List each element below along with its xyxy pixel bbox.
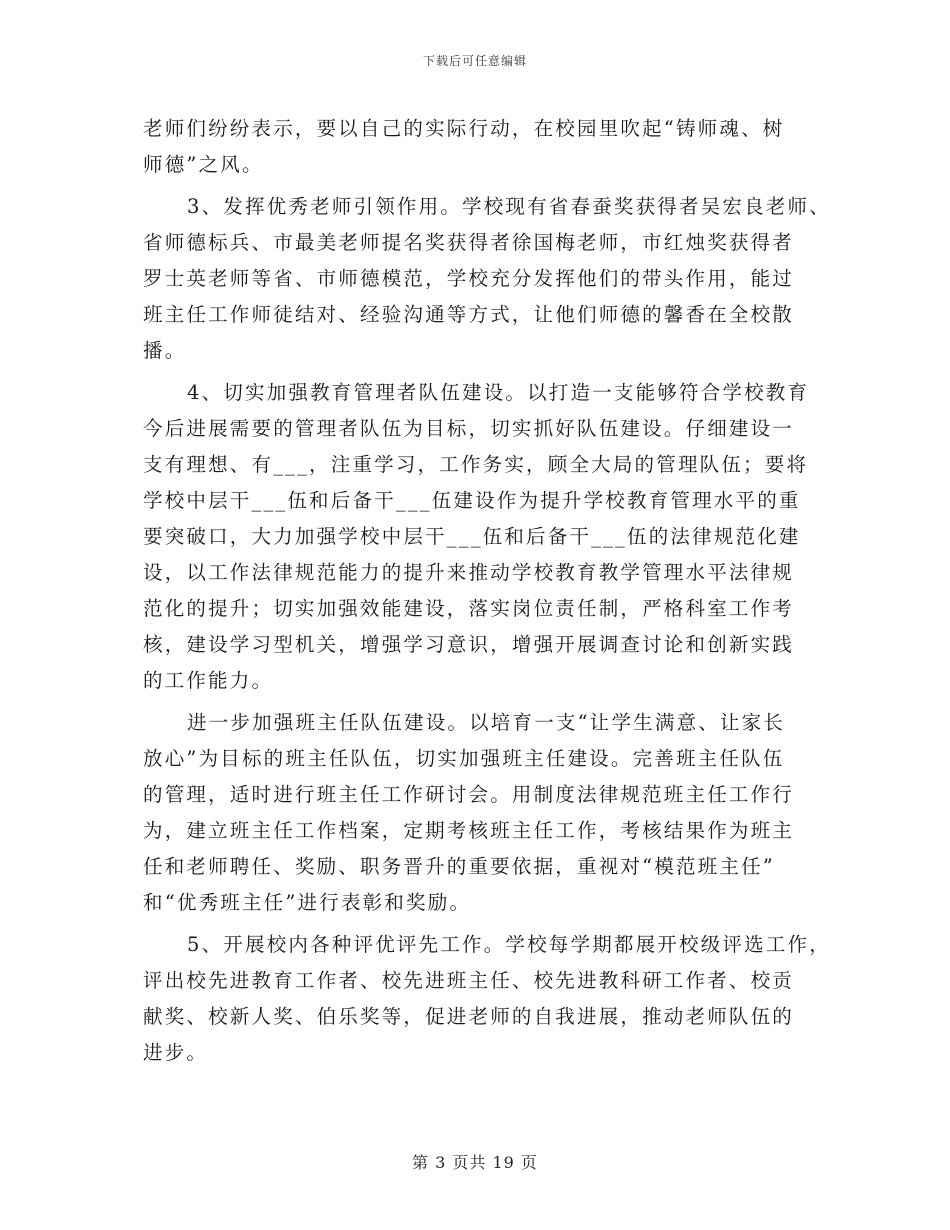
text-line: 范化的提升；切实加强效能建设，落实岗位责任制，严格科室工作考 — [143, 597, 795, 620]
document-body — [143, 111, 833, 1071]
text-line: 播。 — [143, 339, 187, 362]
text-line: 设，以工作法律规范能力的提升来推动学校教育教学管理水平法律规 — [143, 561, 795, 584]
text-line: 班主任工作师徒结对、经验沟通等方式，让他们师德的馨香在全校散 — [143, 303, 795, 326]
paragraph-start-line: 进一步加强班主任队伍建设。以培育一支“让学生满意、让家长 — [187, 711, 786, 734]
text-line: 支有理想、有___，注重学习，工作务实，顾全大局的管理队伍；要将 — [143, 453, 809, 476]
text-line: 学校中层干___伍和后备干___伍建设作为提升学校教育管理水平的重 — [143, 489, 801, 512]
text-line: 放心”为目标的班主任队伍，切实加强班主任建设。完善班主任队伍 — [143, 747, 785, 770]
text-line: 和“优秀班主任”进行表彰和奖励。 — [143, 891, 472, 914]
text-line: 今后进展需要的管理者队伍为目标，切实抓好队伍建设。仔细建设一 — [143, 417, 795, 440]
text-line: 师德”之风。 — [143, 153, 264, 176]
text-line: 的工作能力。 — [143, 669, 274, 692]
text-line: 为，建立班主任工作档案，定期考核班主任工作，考核结果作为班主 — [143, 819, 795, 842]
text-line: 评出校先进教育工作者、校先进班主任、校先进教科研工作者、校贡 — [143, 969, 795, 992]
text-line: 罗士英老师等省、市师德模范，学校充分发挥他们的带头作用，能过 — [143, 267, 795, 290]
page-number-footer: 第 3 页共 19 页 — [412, 1153, 538, 1172]
text-line: 献奖、校新人奖、伯乐奖等，促进老师的自我进展，推动老师队伍的 — [143, 1005, 795, 1028]
text-line: 核，建设学习型机关，增强学习意识，增强开展调查讨论和创新实践 — [143, 633, 795, 656]
text-line: 的管理，适时进行班主任工作研讨会。用制度法律规范班主任工作行 — [143, 783, 795, 806]
paragraph-start-line: 5、开展校内各种评优评先工作。学校每学期都展开校级评选工作， — [187, 933, 831, 956]
text-line: 任和老师聘任、奖励、职务晋升的重要依据，重视对“模范班主任” — [143, 855, 775, 878]
page-header: 下载后可任意编辑 — [422, 54, 527, 68]
text-line: 进步。 — [143, 1041, 209, 1064]
text-line: 省师德标兵、市最美老师提名奖获得者徐国梅老师，市红烛奖获得者 — [143, 231, 795, 254]
paragraph-start-line: 3、发挥优秀老师引领作用。学校现有省春蚕奖获得者吴宏良老师、 — [187, 195, 831, 218]
text-line: 老师们纷纷表示，要以自己的实际行动，在校园里吹起“铸师魂、树 — [143, 117, 785, 140]
paragraph-start-line: 4、切实加强教育管理者队伍建设。以打造一支能够符合学校教育 — [187, 381, 810, 404]
text-line: 要突破口，大力加强学校中层干___伍和后备干___伍的法律规范化建 — [143, 525, 801, 548]
